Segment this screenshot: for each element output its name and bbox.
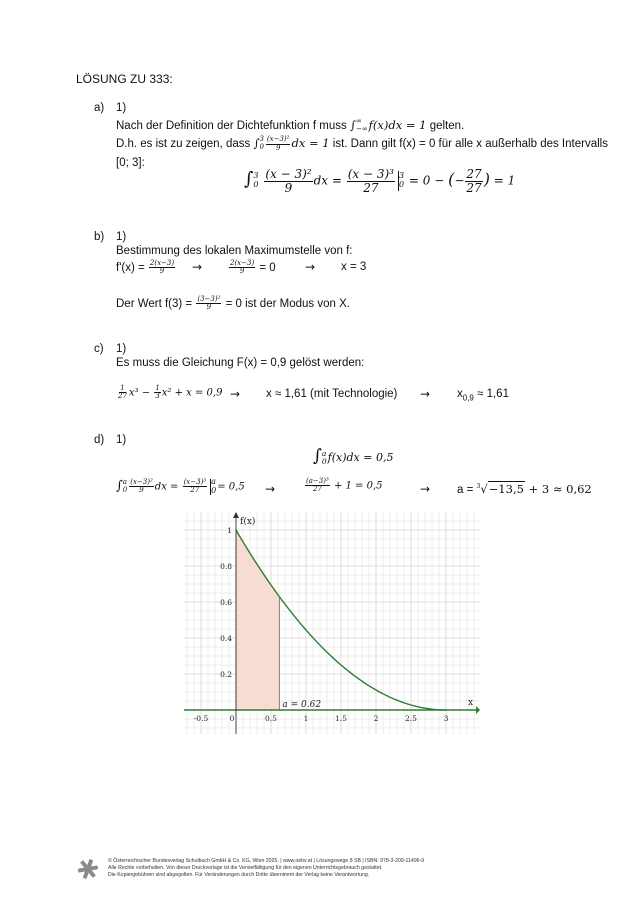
x-tick-label: 0.5 [265,714,277,723]
chart-axes [184,512,480,734]
part-d-condition: ∫ a 0 f(x)dx = 0,5 [313,446,394,466]
x-axis-label: x [468,698,474,708]
part-d-label: d) [94,434,105,446]
part-a-display-equation: ∫ 3 0 $\frac{\text{(x − 3)²}}{9}$ dx = $\frac{\text{(x − 3)³}}{27}$ 3 0 = 0 − (− $\frac{27}{27}$ ) = 1 [244,167,516,195]
y-axis-label: f(x) [240,517,256,527]
arrow-icon: → [420,482,431,496]
part-a-label: a) [94,102,105,114]
part-b-number: 1) [116,231,127,243]
x-tick-label: 1.5 [335,714,347,723]
part-a-line2 [116,136,608,152]
part-a-text2-start: D.h. es ist zu zeigen, dass [116,138,251,150]
x-tick-label: -0.5 [193,714,209,723]
footer-line3: Die Kopiergebühren sind abgegolten. Für Veränderungen durch Dritte übernimmt der Verlag keine Verantwortung. [108,872,370,878]
part-a-text1-end: gelten. [429,120,465,132]
part-d-simplified: $\frac{\text{(a−3)³}}{27}$ + 1 = 0,5 [306,477,383,494]
part-d-equation: ∫ a 0 $\frac{\text{(x−3)²}}{9}$ dx = $\frac{\text{(x−3)³}}{27}$ a 0 = 0,5 [116,477,245,495]
density-chart [184,512,480,734]
publisher-logo-icon [76,857,100,881]
x-tick-label: 3 [443,714,449,723]
part-a-line1 [116,118,464,134]
part-b-value-fraction: $\frac{\text{(3−3)²}}{9}$ [197,295,221,312]
x-tick-label: 0 [229,714,235,723]
part-d-result: a = $^3$√−13,5 + 3 ≈ 0,62 [457,482,592,496]
part-c-text1: Es muss die Gleichung F(x) = 0,9 gelöst werden: [116,357,365,369]
arrow-icon: → [420,387,431,401]
footer-line2: Alle Rechte vorbehalten. Von dieser Druckvorlage ist die Vervielfältigung für den eigenen Unterrichtsgebrauch gestattet. [108,865,383,871]
y-axis-arrow [233,512,239,518]
part-b-derivative [116,260,176,276]
part-b-value-end: = 0 ist der Modus von X. [225,297,350,310]
arrow-icon: → [265,482,276,496]
chart-grid [184,512,480,734]
x-tick-label: 2 [373,714,379,723]
part-c-equation: $\frac{1}{27}$ x³ − $\frac{1}{3}$ x² + x = 0,9 [118,384,223,401]
part-c-tech-result: x ≈ 1,61 (mit Technologie) [266,388,398,400]
chart-ticks [194,526,449,723]
arrow-icon: → [192,260,203,274]
part-b-solution: x = 3 [341,261,367,273]
part-b-text1: Bestimmung des lokalen Maximumstelle von f: [116,245,353,257]
y-tick-label: 0.6 [220,598,232,607]
part-b-deriv-label: f'(x) = [116,261,145,274]
part-b-deriv-fraction: $\frac{2(x-3)}{9}$ [149,259,175,276]
arrow-icon: → [230,387,241,401]
y-tick-label: 0.2 [220,670,232,679]
part-b-value-start: Der Wert f(3) = [116,297,193,310]
y-tick-label: 1 [227,526,232,535]
part-b-eq-zero: = 0 [259,261,276,274]
footer [108,858,424,879]
part-c-number: 1) [116,343,127,355]
annotation-a-value: a = 0.62 [282,700,322,710]
part-b-label: b) [94,231,105,243]
part-a-integral-show: ∫ 3 0 $\frac{\text{(x−3)²}}{9}$ dx = 1 [253,135,330,152]
part-a-number: 1) [116,102,127,114]
part-c-label: c) [94,343,104,355]
x-axis-arrow [476,706,480,714]
part-a-interval: [0; 3]: [116,157,145,169]
part-d-number: 1) [116,434,127,446]
y-tick-label: 0.8 [220,562,232,571]
part-a-text1: Nach der Definition der Dichtefunktion f muss [116,120,347,132]
arrow-icon: → [305,260,316,274]
x-tick-label: 2.5 [405,714,417,723]
part-b-zero-eq: $\frac{2(x-3)}{9}$ = 0 [230,259,276,276]
part-a-integral-condition: ∫ ∞ −∞ f(x)dx = 1 [349,117,427,133]
y-tick-label: 0.4 [220,634,232,643]
footer-line1: © Österreichischer Bundesverlag Schulbuch GmbH & Co. KG, Wien 2025. | www.oebv.at | Lösungswege 8 SB | ISBN: 978-3-209-11496-9 [108,858,425,864]
x-tick-label: 1 [303,714,309,723]
part-b-value-line [116,296,350,312]
part-a-text2-end: ist. Dann gilt f(x) = 0 für alle x außerhalb des Intervalls [332,138,608,150]
page-title: LÖSUNG ZU 333: [76,72,173,86]
part-c-final-result: $x_{0,9} \approx 1,61$ [457,388,509,403]
